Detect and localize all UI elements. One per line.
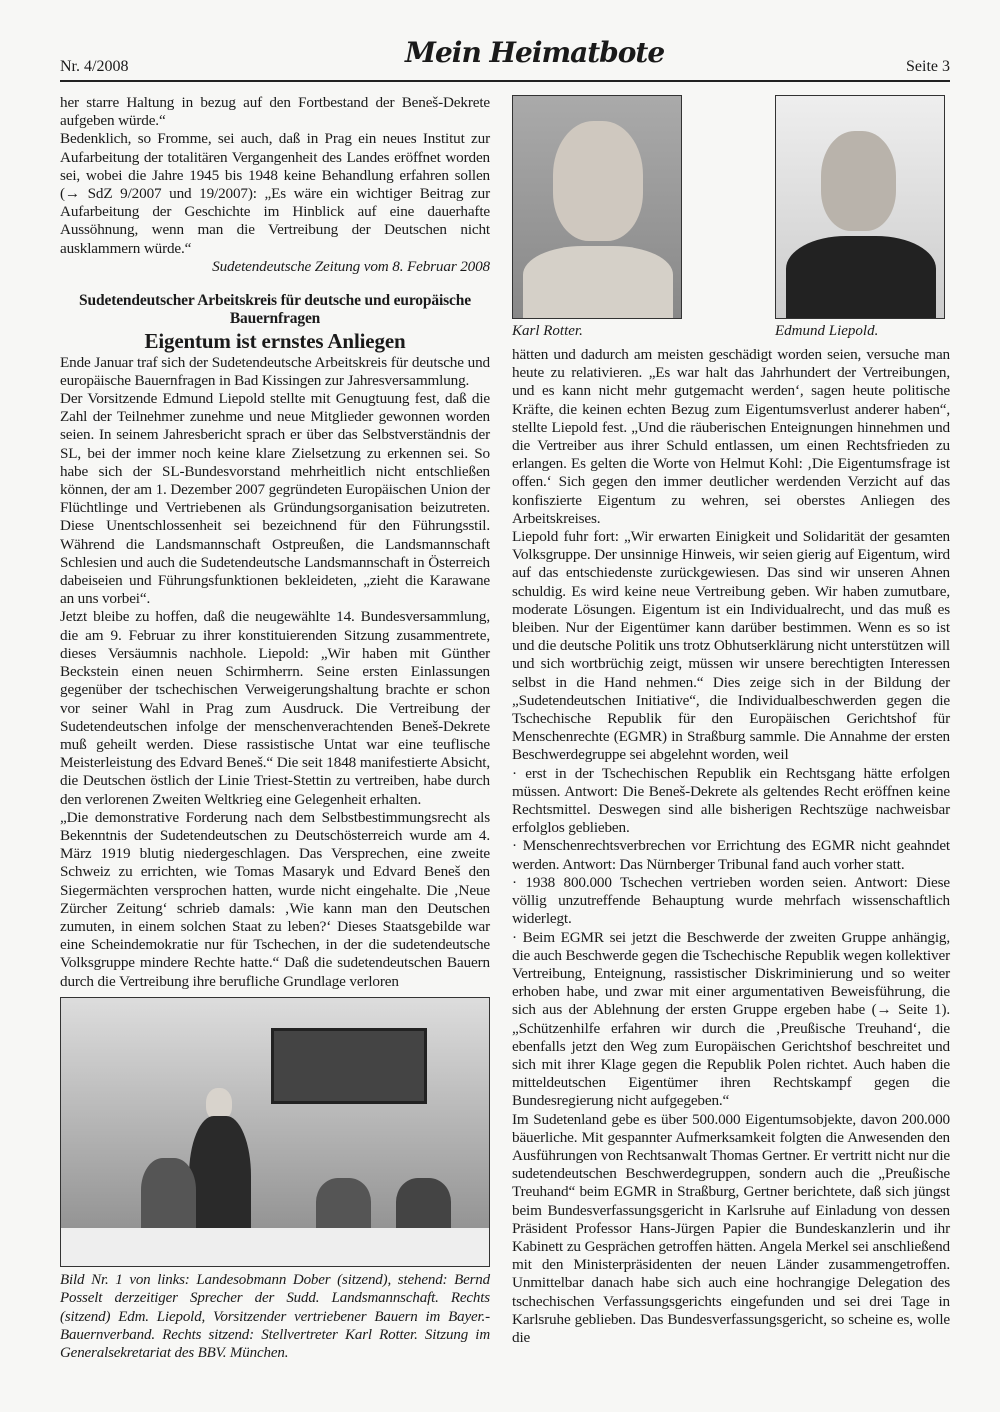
photo-caption: Bild Nr. 1 von links: Landesobmann Dober (sitzend), stehend: Bernd Posselt derzeitiger Sprecher der Sudd. Landsmannschaft. Rechts (sitzend) Edm. Liepold, Vorsitzender vertriebener Bauern im Bayer.-Bauernverband. Rechts sitzend: Stellvertreter Karl Rotter. Sitzung im Generalsekretariat des BBV. München.	[60, 1271, 490, 1362]
left-column	[60, 94, 490, 1363]
article-kicker: Sudetendeutscher Arbeitskreis für deutsche und europäische Bauernfragen	[79, 292, 471, 328]
paragraph: Der Vorsitzende Edmund Liepold stellte mit Genugtuung fest, daß die Zahl der Teilnehmer zunehme und neue Mitglieder gewonnen worden seien. In seinem Jahresbericht sprach er über das Selbstverständnis der SL, bei der immer noch keine klare Zielsetzung zu erkennen sei. So habe sich der SL-Bundesvorstand mehrheitlich nicht entschließen können, der am 1. Dezember 2007 gegründeten Europäischen Union der Flüchtlinge und Vertriebenen als Gründungsorganisation beizutreten. Diese Unentschlossenheit sei bezeichnend für den Führungsstil. Während die Landsmannschaft Ostpreußen, die Landsmannschaft Schlesien und auch die Sudetendeutsche Landsmannschaft in Österreich dabeiseien und Führungsfunktionen bekleideten, „zieht die Karawane an uns vorbei“.	[60, 390, 490, 608]
portrait-caption: Karl Rotter.	[512, 323, 583, 339]
paragraph: „Die demonstrative Forderung nach dem Selbstbestimmungsrecht als Bekenntnis der Sudetendeutschen zu Deutschösterreich wurde am 4. März 1919 blutig niedergeschlagen. Das Versprechen, eine zweite Schweiz zu errichten, wie Tomas Masaryk und Edvard Beneš den Siegermächten versprochen hatten, wurde nicht eingehalte. Die ‚Neue Zürcher Zeitung‘ schrieb damals: ‚Wie kann man den Deutschen zumuten, in einem solchen Staat zu leben?‘ Dieses Staatsgebilde war eine Scheindemokratie nur für Tschechen, in der die sudetendeutsche Volksgruppe mindere Rechte hatte.“ Daß die sudetendeutschen Bauern durch die Vertreibung ihre berufliche Grundlage verloren	[60, 808, 490, 990]
meeting-photo	[60, 997, 490, 1267]
paragraph: · Beim EGMR sei jetzt die Beschwerde der zweiten Gruppe anhängig, die auch Beschwerde gegen die Tschechische Republik wegen kollektiver Vertreibung, Enteignung, rassistischer Diskriminierung und so weiter erhoben habe, und zwar mit einer argumentativen Beweisführung, die sich aus der Ablehnung der ersten Gruppe ergeben habe (→ Seite 1). „Schützenhilfe erfahren wir durch die ‚Preußische Treuhand‘, die ebenfalls jetzt den Weg zum Europäischen Gerichtshof beschreitet und sich mit ihrer Klage gegen die Republik Polen richtet. Auch haben die mitteldeutschen Eigentümer ihren Rechtskampf gegen die Bundesregierung nicht aufgegeben.“	[512, 928, 950, 1110]
paragraph: hätten und dadurch am meisten geschädigt worden seien, versuche man heute zu relativieren. „Es war halt das Jahrhundert der Vertreibungen, und es kann nicht mehr gutgemacht werden‘, sagen heute politische Kräfte, die keinen echten Bezug zum Eigentumsverlust anderer haben“, stellte Liepold fest. „Und die räuberischen Enteignungen hinnehmen und die Vertreiber aus ihrer Schuld entlassen, um einen Rechtsfrieden zu erlangen. Es gelten die Worte von Helmut Kohl: ‚Die Eigentumsfrage ist offen.‘ Sich gegen den immer deutlicher werdenden Verzicht auf das konfiszierte Eigentum zu wehren, sei oberstes Anliegen des Arbeitskreises.	[512, 346, 950, 527]
paragraph: Jetzt bleibe zu hoffen, daß die neugewählte 14. Bundesversammlung, die am 9. Februar zu ihrer konstituierenden Sitzung zusammentrete, dieses Versäumnis nachhole. Liepold: „Wir haben mit Günther Beckstein einen neuen Schirmherrn. Seine ersten Einlassungen gegenüber der tschechischen Verweigerungshaltung brachte er schon vor seiner Wahl in Prag zum Ausdruck. Die Vertreibung der Sudetendeutschen infolge der menschenverachtenden Beneš-Dekrete muß geheilt werden. Diese rassistische Untat war eine teuflische Meisterleistung des Edvard Beneš.“ Die seit 1848 manifestierte Absicht, die Deutschen östlich der Linie Triest-Stettin zu vertreiben, habe durch den verlorenen Zweiten Weltkrieg eine Gelegenheit erhalten.	[60, 608, 490, 808]
paragraph: her starre Haltung in bezug auf den Fortbestand der Beneš-Dekrete aufgeben würde.“	[60, 94, 490, 130]
portrait-karl-rotter	[512, 95, 682, 319]
source-line: Sudetendeutsche Zeitung vom 8. Februar 2008	[212, 257, 490, 275]
page-number: Seite 3	[906, 58, 950, 75]
header-rule	[60, 80, 950, 82]
paragraph: · 1938 800.000 Tschechen vertrieben worden seien. Antwort: Diese völlig unzutreffende Behauptung wurde mehrfach wissenschaftlich widerlegt.	[512, 873, 950, 928]
issue-number: Nr. 4/2008	[60, 58, 129, 75]
paragraph: Ende Januar traf sich der Sudetendeutsche Arbeitskreis für deutsche und europäische Bauernfragen in Bad Kissingen zur Jahresversammlung.	[60, 353, 490, 389]
paragraph: Liepold fuhr fort: „Wir erwarten Einigkeit und Solidarität der gesamten Volksgruppe. Der unsinnige Hinweis, wir seien gierig auf Eigentum, wird auf das entschiedenste zurückgewiesen. Das sind wir unseren Ahnen schuldig. Es wird keine neue Vertreibung geben. Wir haben zumutbare, moderate Lösungen. Eigentum ist ein Individualrecht, und das muß es bleiben. Nur der Eigentümer kann darüber bestimmen. Wenn es so ist und die deutsche Politik uns trotz Obhutserklärung nicht unterstützen will und sich wortbrüchig zeigt, müssen wir unsere berechtigten Interessen selbst in die Hand nehmen.“ Dies zeige sich in der Bildung der „Sudetendeutschen Initiative“, die Individualbeschwerden gegen die Tschechische Republik für den Europäischen Gerichtshof für Menschenrechte (EGMR) in Straßburg sammle. Die Annahme der ersten Beschwerdegruppe sei abgelehnt worden, weil	[512, 528, 950, 764]
article-headline: Eigentum ist ernstes Anliegen	[144, 329, 406, 354]
painting	[271, 1028, 427, 1104]
masthead-logo: Mein Heimatbote	[405, 36, 665, 69]
portrait-edmund-liepold	[775, 95, 945, 319]
paragraph: · Menschenrechtsverbrechen vor Errichtung des EGMR nicht geahndet werden. Antwort: Das Nürnberger Tribunal fand auch vorher statt.	[512, 837, 950, 873]
paragraph: Im Sudetenland gebe es über 500.000 Eigentumsobjekte, davon 200.000 bäuerliche. Mit gespannter Aufmerksamkeit folgten die Anwesenden den Ausführungen von Rechtsanwalt Thomas Gertner. Er vertritt nicht nur die sudetendeutschen Beschwerdegruppen, sondern auch die „Preußische Treuhand“ beim EGMR in Straßburg, Gertner berichtete, daß sich jüngst beim Bundesverfassungsgericht in Karlsruhe auf Einladung von dessen Präsident Professor Hans-Jürgen Papier die Bundeskanzlerin und ihr Kabinett zu Gesprächen getroffen hätten. Angela Merkel sei anschließend mit den Ministerpräsidenten der neuen Länder zusammengetroffen. Unmittelbar danach habe sich auch eine hochrangige Delegation des tschechischen Verfassungsgerichts eingefunden und sei drei Tage in Karlsruhe geblieben. Das Bundesverfassungsgericht, so scheine es, wolle die	[512, 1110, 950, 1346]
portrait-caption: Edmund Liepold.	[775, 323, 879, 339]
table	[61, 1228, 489, 1266]
right-column	[512, 346, 950, 1347]
paragraph: · erst in der Tschechischen Republik ein Rechtsgang hätte erfolgen müssen. Antwort: Die Beneš-Dekrete als geltendes Recht eröffnen keine Rechtsmittel. Deswegen sind alle bisherigen Rechtszüge nachweisbar erfolglos geblieben.	[512, 764, 950, 837]
paragraph: Bedenklich, so Fromme, sei auch, daß in Prag ein neues Institut zur Aufarbeitung der totalitären Vergangenheit des Landes eröffnet worden sei, wobei die Jahre 1945 bis 1948 keine Behandlung erfahren sollen (→ SdZ 9/2007 und 19/2007): „Es wäre ein wichtiger Beitrag zur Aufarbeitung der Geschichte im Hinblick auf eine dauerhafte Aussöhnung, wenn man die Vertreibung der Deutschen nicht ausklammern würde.“	[60, 130, 490, 257]
